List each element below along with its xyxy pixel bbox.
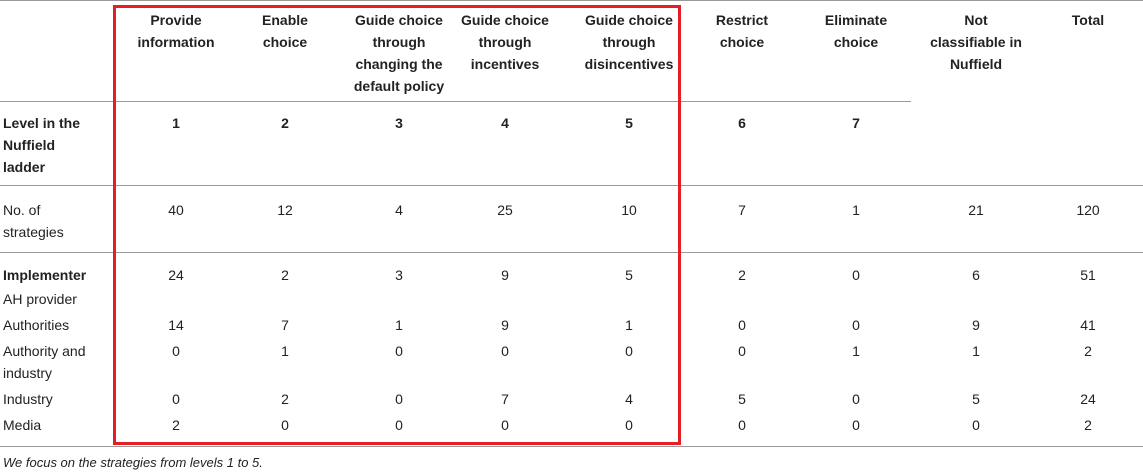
strategies-cell: 12 <box>277 202 293 218</box>
implementer-row-label: Industry <box>3 391 53 407</box>
strategies-cell: 7 <box>738 202 746 218</box>
implementer-cell: 4 <box>625 391 633 407</box>
column-header: incentives <box>470 56 540 72</box>
column-header: disincentives <box>584 56 674 72</box>
implementer-cell: 2 <box>1084 417 1092 433</box>
column-header: choice <box>262 34 308 50</box>
implementer-cell: 0 <box>395 343 403 359</box>
implementer-cell: 0 <box>172 343 180 359</box>
level-cell: 3 <box>395 115 403 131</box>
implementer-cell: 24 <box>168 267 184 283</box>
column-header: Enable <box>262 12 308 28</box>
column-header: information <box>137 34 215 50</box>
implementer-row-label: AH provider <box>3 291 77 307</box>
level-cell: 4 <box>501 115 509 131</box>
implementer-cell: 5 <box>738 391 746 407</box>
implementer-cell: 1 <box>281 343 289 359</box>
implementer-cell: 1 <box>972 343 980 359</box>
implementer-cell: 0 <box>625 417 633 433</box>
level-row-label: Nuffield <box>3 137 56 153</box>
strategies-row-label: No. of <box>3 202 41 218</box>
column-header: choice <box>719 34 765 50</box>
implementer-heading: Implementer <box>3 267 87 283</box>
column-header: Eliminate <box>824 12 888 28</box>
implementer-row-label: Authority and <box>3 343 86 359</box>
implementer-cell: 0 <box>738 317 746 333</box>
column-header: Guide choice <box>585 12 673 28</box>
column-header: Restrict <box>715 12 769 28</box>
level-cell: 5 <box>625 115 633 131</box>
implementer-cell: 0 <box>395 391 403 407</box>
implementer-cell: 0 <box>172 391 180 407</box>
strategies-row-label: strategies <box>3 224 64 240</box>
implementer-cell: 1 <box>852 343 860 359</box>
strategies-cell: 21 <box>968 202 984 218</box>
implementer-row-label: Media <box>3 417 42 433</box>
implementer-row-label: Authorities <box>3 317 70 333</box>
implementer-cell: 2 <box>738 267 746 283</box>
implementer-cell: 5 <box>972 391 980 407</box>
column-header: through <box>478 34 532 50</box>
implementer-cell: 9 <box>501 267 509 283</box>
column-header: Total <box>1071 12 1105 28</box>
implementer-cell: 0 <box>501 343 509 359</box>
level-cell: 1 <box>172 115 180 131</box>
implementer-cell: 3 <box>395 267 403 283</box>
implementer-cell: 0 <box>972 417 980 433</box>
column-header: choice <box>833 34 879 50</box>
implementer-cell: 0 <box>852 391 860 407</box>
implementer-row-label: industry <box>3 365 53 381</box>
implementer-cell: 0 <box>852 417 860 433</box>
strategies-cell: 10 <box>621 202 637 218</box>
strategies-cell: 4 <box>395 202 403 218</box>
implementer-cell: 41 <box>1080 317 1096 333</box>
implementer-cell: 2 <box>281 267 289 283</box>
implementer-cell: 2 <box>1084 343 1092 359</box>
implementer-cell: 0 <box>395 417 403 433</box>
implementer-cell: 0 <box>852 267 860 283</box>
implementer-cell: 6 <box>972 267 980 283</box>
strategies-cell: 25 <box>497 202 513 218</box>
level-row-label: Level in the <box>3 115 81 131</box>
implementer-cell: 7 <box>281 317 289 333</box>
column-header: Guide choice <box>355 12 443 28</box>
implementer-cell: 9 <box>972 317 980 333</box>
highlight-box-levels-1-to-5 <box>113 5 681 445</box>
table-footnote: We focus on the strategies from levels 1 to 5. <box>3 455 263 470</box>
implementer-cell: 1 <box>625 317 633 333</box>
implementer-cell: 5 <box>625 267 633 283</box>
implementer-cell: 7 <box>501 391 509 407</box>
column-header: Nuffield <box>949 56 1003 72</box>
level-row-label: ladder <box>3 159 46 175</box>
implementer-cell: 14 <box>168 317 184 333</box>
level-cell: 2 <box>281 115 289 131</box>
implementer-cell: 2 <box>172 417 180 433</box>
column-header: Guide choice <box>461 12 549 28</box>
implementer-cell: 0 <box>852 317 860 333</box>
column-header: through <box>602 34 656 50</box>
level-cell: 7 <box>852 115 860 131</box>
column-header: Not <box>964 12 988 28</box>
implementer-cell: 24 <box>1080 391 1096 407</box>
implementer-cell: 9 <box>501 317 509 333</box>
implementer-cell: 0 <box>738 417 746 433</box>
column-header: through <box>372 34 426 50</box>
top-rule <box>0 0 1143 1</box>
implementer-cell: 0 <box>501 417 509 433</box>
bottom-rule <box>0 446 1143 447</box>
strategies-cell: 1 <box>852 202 860 218</box>
implementer-cell: 0 <box>625 343 633 359</box>
strategies-cell: 40 <box>168 202 184 218</box>
implementer-cell: 2 <box>281 391 289 407</box>
column-header: default policy <box>353 78 445 94</box>
implementer-cell: 0 <box>281 417 289 433</box>
column-header: classifiable in <box>930 34 1022 50</box>
implementer-cell: 51 <box>1080 267 1096 283</box>
strategies-cell: 120 <box>1076 202 1100 218</box>
implementer-cell: 0 <box>738 343 746 359</box>
column-header: changing the <box>355 56 443 72</box>
implementer-cell: 1 <box>395 317 403 333</box>
column-header: Provide <box>150 12 202 28</box>
level-cell: 6 <box>738 115 746 131</box>
